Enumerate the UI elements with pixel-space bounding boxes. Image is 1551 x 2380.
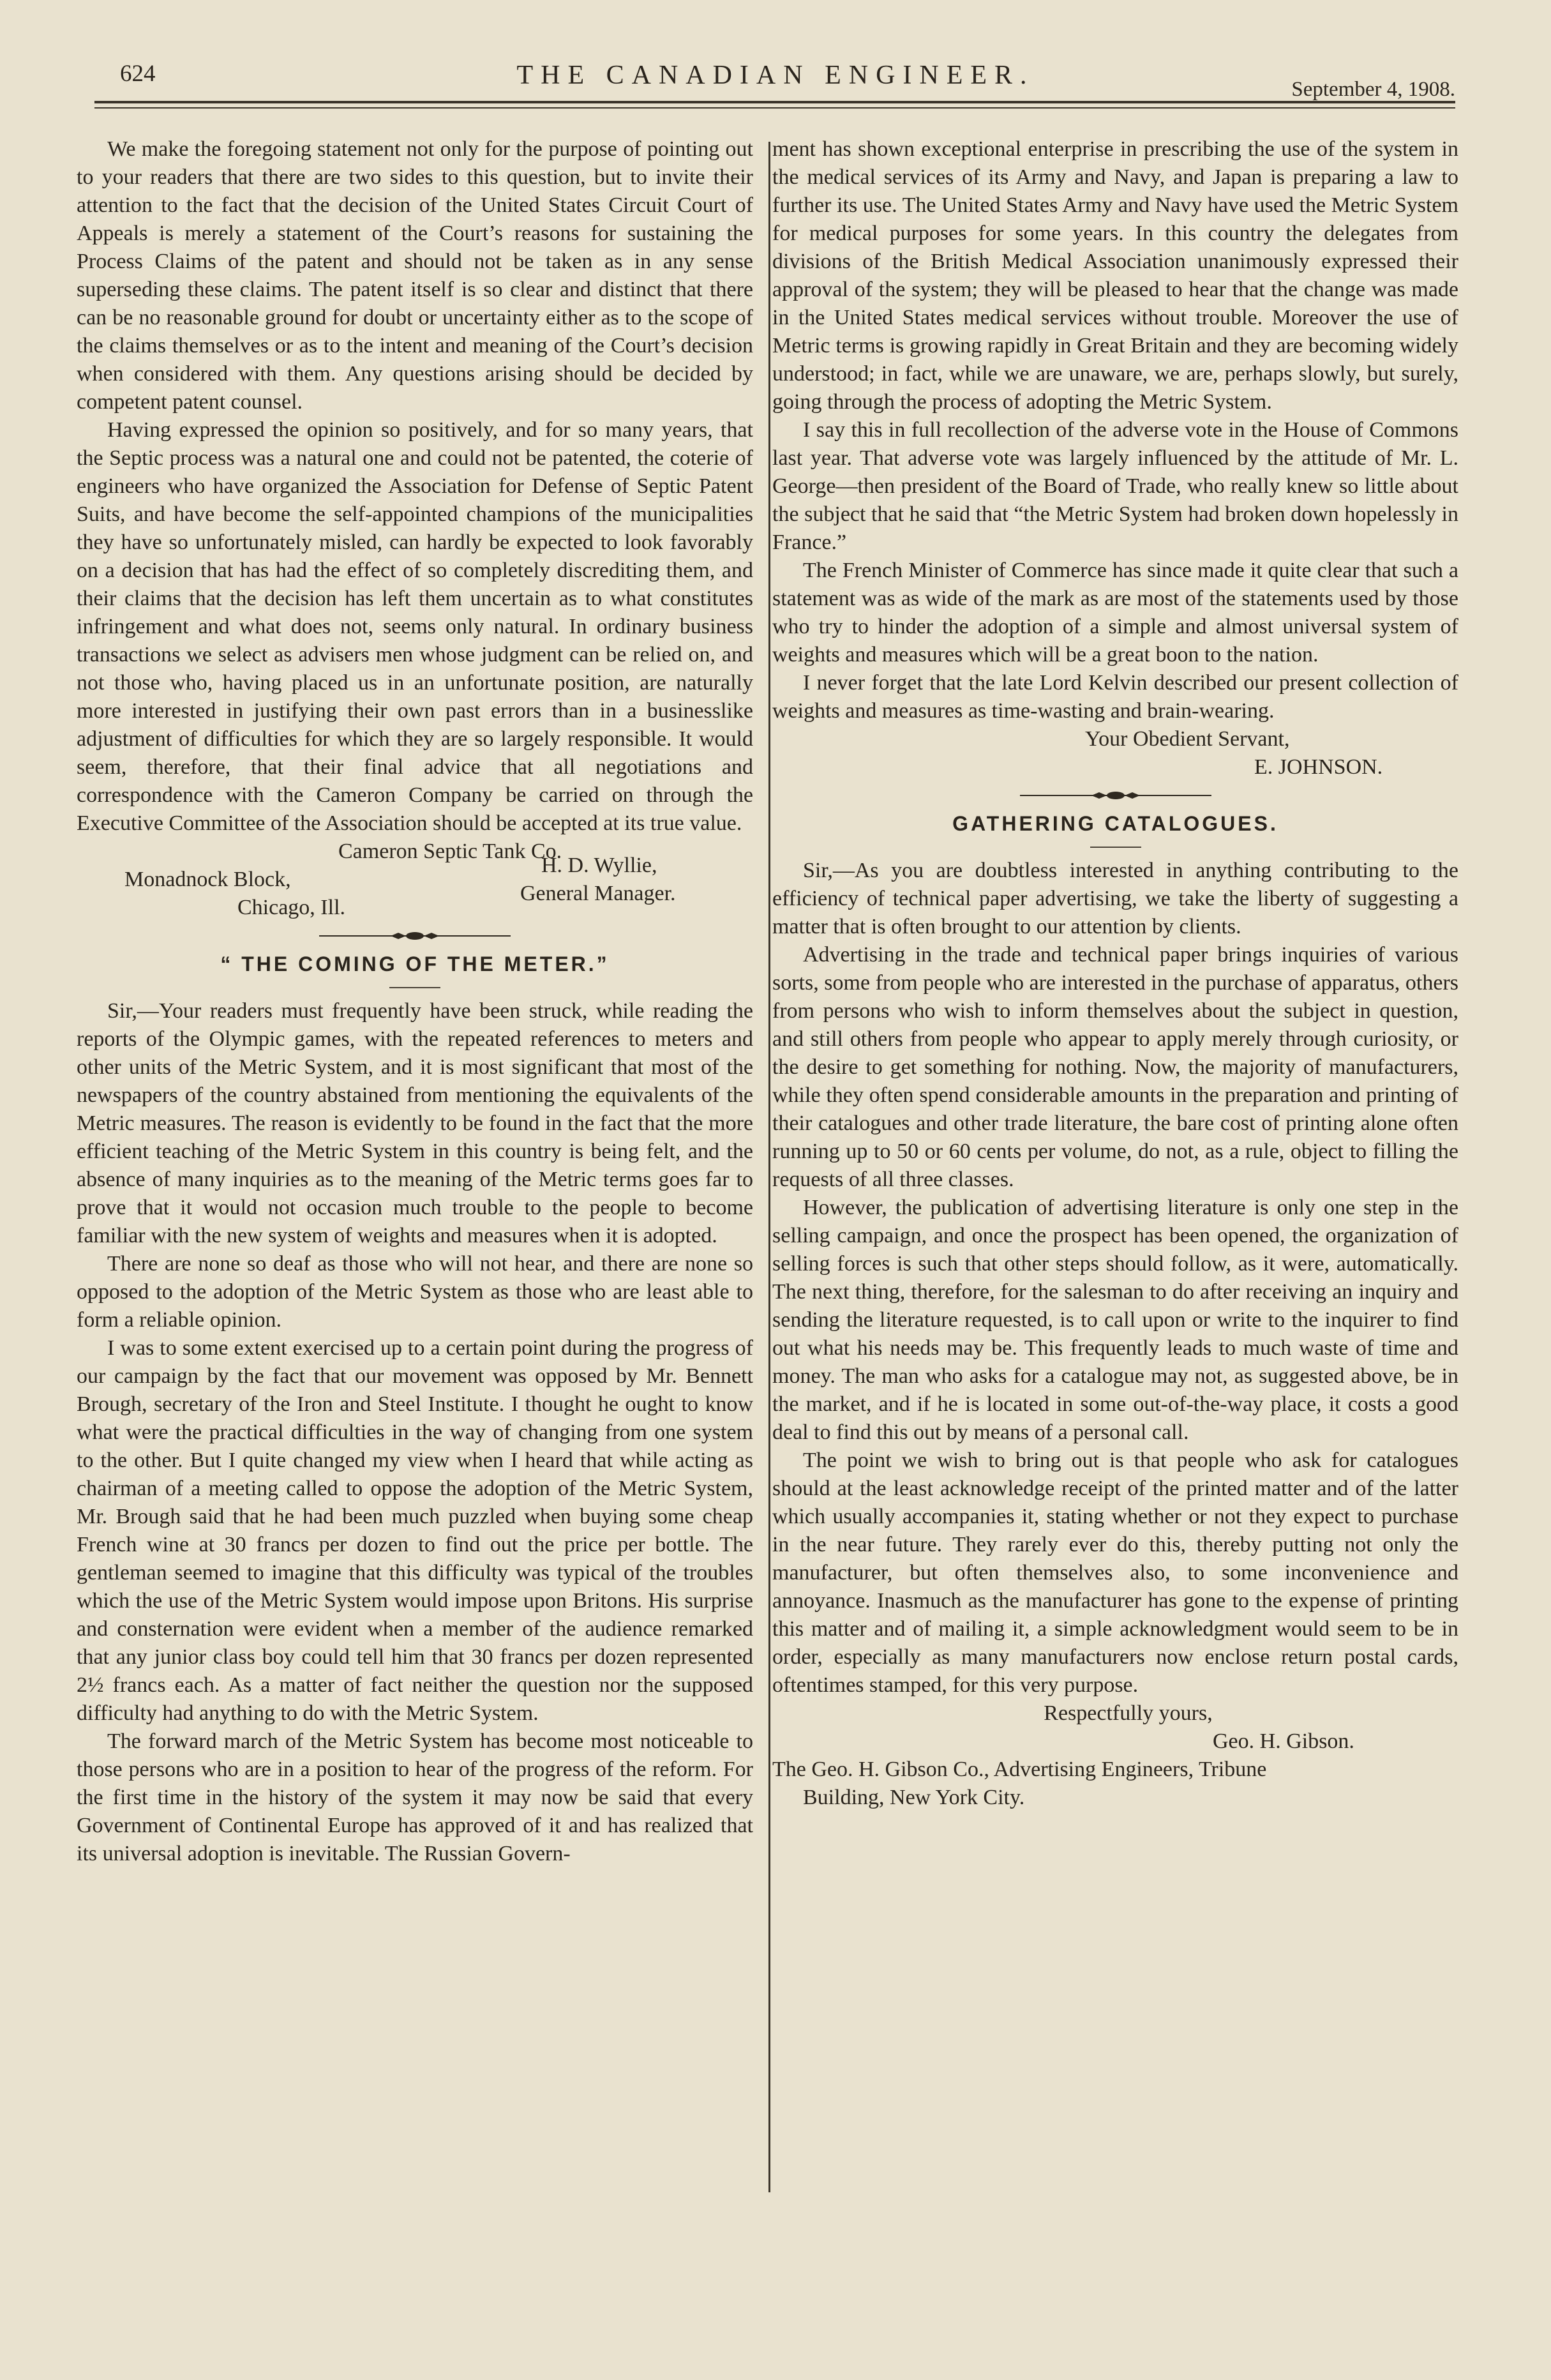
paragraph: Having expressed the opinion so positively, and for so many years, that the Septic process was a natural one and could not be patented, the coterie of engineers who have organized the Association for Defense of Septic Patent Suits, and have become the self-appointed champions of the municipalities they have so unfortunately misled, can hardly be expected to look favorably on a decision that has had the effect of so completely discrediting them, and their claims that the decision has left them uncertain as to what constitutes infringement and what does not, seems only natural. In ordinary business transactions we select as advisers men whose judgment can be relied on, and not those who, having placed us in an unfortunate position, are naturally more interested in justifying their own past errors than in a businesslike adjustment of difficulties for which they are so largely responsible. It would seem, therefore, that their final advice that all negotiations and correspondence with the Cameron Company be carried on through the Executive Committee of the Association should be accepted at its true value. — [77, 418, 753, 835]
heading-rule — [77, 978, 753, 997]
signer-title: General Manager. — [520, 882, 676, 905]
paragraph: We make the foregoing statement not only for the purpose of pointing out to your readers that there are two sides to this question, but to invite their attention to the fact that the decision of the United States Circuit Court of Appeals is merely a statement of the Court’s reasons for sustaining the Process Claims of the patent and should not be taken as in any sense superseding these claims. The patent itself is so clear and distinct that there can be no reasonable ground for doubt or uncertainty either as to the scope of the claims themselves or as to the intent and meaning of the Court’s decision when considered with them. Any questions arising should be decided by competent patent counsel. — [77, 137, 753, 414]
signature-block — [77, 854, 753, 922]
paragraph: Advertising in the trade and technical paper brings inquiries of various sorts, some from people who are interested in the purchase of apparatus, others from persons who wish to inform themselves about the subject in question, and still others from people who appear to apply merely through curiosity, or the desire to get something for nothing. Now, the majority of manufacturers, while they often spend considerable amounts in the preparation and printing of their catalogues and other trade literature, the bare cost of printing alone often running up to 50 or 60 cents per volume, do not, as a rule, object to filling the requests of all three classes. — [772, 943, 1458, 1191]
firm-line: The Geo. H. Gibson Co., Advertising Engineers, Tribune — [772, 1758, 1267, 1781]
heading-rule — [772, 838, 1458, 857]
page-number: 624 — [120, 61, 156, 87]
paragraph: However, the publication of advertising literature is only one step in the selling campaign, and once the prospect has been opened, the organization of selling forces is such that other steps should follow, as it were, automatically. The next thing, therefore, for the salesman to do after receiving an inquiry and sending the literature requested, is to call upon or write to the inquirer to find out what his needs may be. This frequently leads to much waste of time and money. The man who asks for a catalogue may not, as suggested above, be in the market, and if he is located in some out-of-the-way place, it costs a good deal to find this out by means of a personal call. — [772, 1196, 1458, 1444]
paragraph: I never forget that the late Lord Kelvin described our present collection of weights and measures as time-wasting and brain-wearing. — [772, 671, 1458, 723]
company-name: Cameron Septic Tank Co. — [338, 840, 562, 863]
paragraph: I say this in full recollection of the adverse vote in the House of Commons last year. That adverse vote was largely influenced by the attitude of Mr. L. George—then president of the Board of Trade, who really knew so little about the subject that he said that “the Metric System had broken down hopelessly in France.” — [772, 418, 1458, 554]
journal-title: THE CANADIAN ENGINEER. — [516, 61, 1035, 90]
paragraph: ment has shown exceptional enterprise in prescribing the use of the system in the medical services of its Army and Navy, and Japan is preparing a law to further its use. The United States Army and Navy have used the Metric System for medical purposes for some years. In this country the delegates from divisions of the British Medical Association unanimously expressed their approval of the system; they will be pleased to hear that the change was made in the United States medical services without trouble. Moreover the use of Metric terms is growing rapidly in Great Britain and they are becoming widely understood; in fact, while we are unaware, we are, perhaps slowly, but surely, going through the process of adopting the Metric System. — [772, 137, 1458, 414]
paragraph: Sir,—Your readers must frequently have been struck, while reading the reports of the Olympic games, with the repeated references to meters and other units of the Metric System, and it is most significant that most of the newspapers of the country abstained from mentioning the equivalents of the Metric measures. The reason is evidently to be found in the fact that the more efficient teaching of the Metric System in this country is being felt, and the absence of many inquiries as to the meaning of the Metric terms goes far to prove that it would not occasion much trouble to the people to become familiar with the new system of weights and measures when it is adopted. — [77, 999, 753, 1247]
signer-name: H. D. Wyllie, — [541, 854, 657, 877]
letter-signer: Geo. H. Gibson. — [1213, 1729, 1354, 1753]
right-column — [772, 135, 1458, 1812]
address-line: Monadnock Block, — [124, 868, 291, 891]
paragraph: The French Minister of Commerce has since made it quite clear that such a statement was as wide of the mark as are most of the statements used by those who try to hinder the adoption of a simple and almost universal system of weights and measures which will be a great boon to the nation. — [772, 559, 1458, 667]
left-column — [77, 135, 753, 1868]
paragraph: The forward march of the Metric System has become most noticeable to those persons who are in a position to hear of the progress of the reform. For the first time in the history of the system it may now be said that every Government of Continental Europe has approved of it and has realized that its universal adoption is inevitable. The Russian Govern- — [77, 1729, 753, 1865]
ornament-rule-icon — [319, 930, 511, 942]
header-rule-thin — [94, 107, 1455, 109]
letter-closing: Respectfully yours, — [1044, 1701, 1213, 1725]
page-header — [96, 60, 1455, 105]
header-rule-thick — [94, 101, 1455, 103]
paragraph: There are none so deaf as those who will not hear, and there are none so opposed to the adoption of the Metric System as those who are least able to form a reliable opinion. — [77, 1252, 753, 1332]
column-divider — [768, 142, 770, 2192]
section-heading: GATHERING CATALOGUES. — [952, 812, 1278, 835]
paragraph: I was to some extent exercised up to a certain point during the progress of our campaign by the fact that our movement was opposed by Mr. Bennett Brough, secretary of the Iron and Steel Institute. I thought he ought to know what were the practical difficulties in the way of changing from one system to the other. But I quite changed my view when I heard that while acting as chairman of a meeting called to oppose the adoption of the Metric System, Mr. Brough said that he had been much puzzled when buying some cheap French wine at 30 francs per dozen to find out the price per bottle. The gentleman seemed to imagine that this difficulty was typical of the troubles which the use of the Metric System would impose upon Britons. His surprise and consternation were evident when a member of the audience remarked that any junior class boy could tell him that 30 francs per dozen represented 2½ francs each. As a matter of fact neither the question nor the supposed difficulty had anything to do with the Metric System. — [77, 1336, 753, 1725]
letter-signer: E. JOHNSON. — [1254, 755, 1383, 779]
paragraph: The point we wish to bring out is that people who ask for catalogues should at the least acknowledge receipt of the printed matter and of the latter which usually accompanies it, stating whether or not they expect to purchase in the near future. They rarely ever do this, thereby putting not only the manufacturer, but often themselves also, to some inconvenience and annoyance. Inasmuch as the manufacturer has gone to the expense of printing this matter and of mailing it, a simple acknowledgment would seem to be in order, especially as many manufacturers now enclose return postal cards, oftentimes stamped, for this very purpose. — [772, 1449, 1458, 1697]
section-heading: “ THE COMING OF THE METER.” — [220, 953, 610, 975]
section-ornament — [77, 922, 753, 950]
paragraph: Sir,—As you are doubtless interested in anything contributing to the efficiency of technical paper advertising, we take the liberty of suggesting a matter that is often brought to our attention by clients. — [772, 859, 1458, 938]
letter-closing: Your Obedient Servant, — [1085, 727, 1290, 751]
section-ornament — [772, 781, 1458, 810]
firm-line: Building, New York City. — [803, 1786, 1025, 1809]
issue-date: September 4, 1908. — [1291, 78, 1455, 101]
address-line: Chicago, Ill. — [237, 896, 346, 919]
ornament-rule-icon — [1020, 789, 1211, 802]
